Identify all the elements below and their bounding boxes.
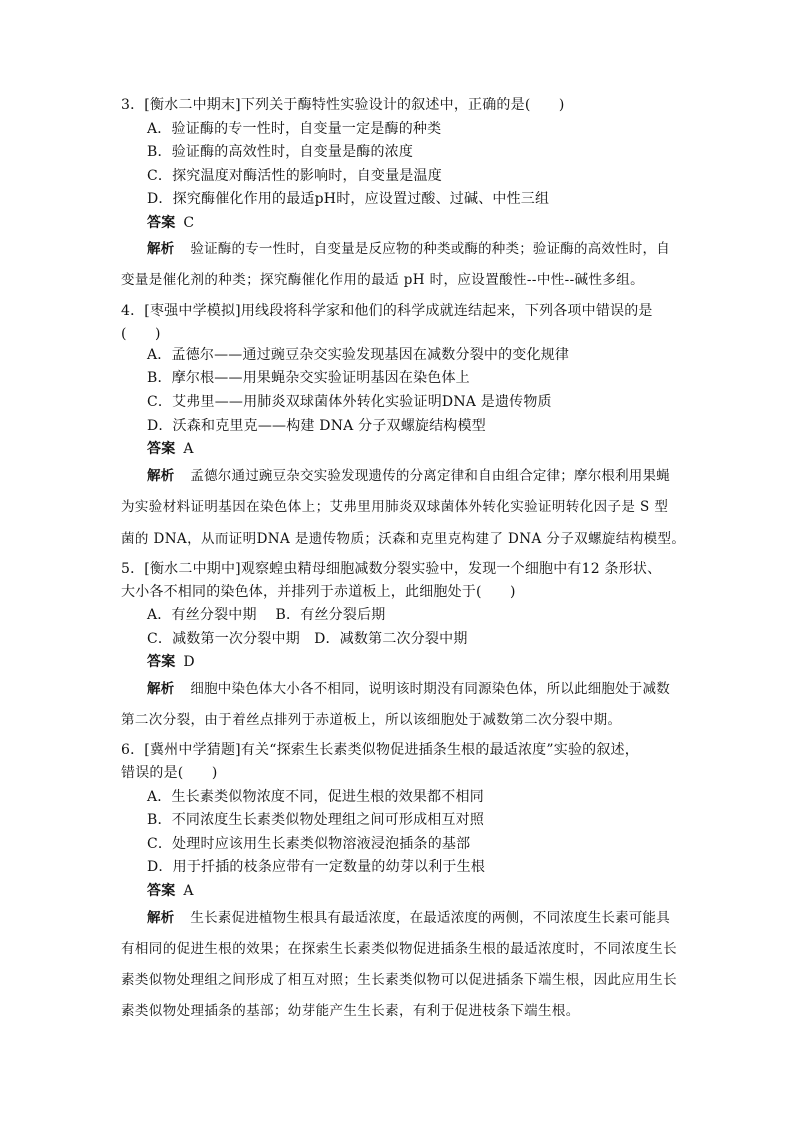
question-6-option-d: D．用于扦插的枝条应带有一定数量的幼芽以利于生根 xyxy=(147,859,486,875)
question-5-explanation-line-2: 第二次分裂，由于着丝点排列于赤道板上，所以该细胞处于减数第二次分裂中期。 xyxy=(121,712,622,728)
question-3-answer xyxy=(147,214,194,232)
question-4-stem-line-2: ( ) xyxy=(121,326,161,342)
answer-value: A xyxy=(183,441,194,457)
explanation-label: 解析 xyxy=(147,681,175,697)
answer-value: A xyxy=(183,883,194,899)
answer-label: 答案 xyxy=(147,441,176,457)
question-6-explanation-line-2: 有相同的促进生根的效果；在探索生长素类似物促进插条生根的最适浓度时，不同浓度生长 xyxy=(121,941,677,957)
question-4-option-d: D．沃森和克里克——构建 DNA 分子双螺旋结构模型 xyxy=(147,418,486,434)
question-4-explanation-line-1: 解析 孟德尔通过豌豆杂交实验发现遗传的分离定律和自由组合定律；摩尔根利用果蝇 xyxy=(147,468,670,484)
explanation-label: 解析 xyxy=(147,468,175,484)
question-6-option-b: B．不同浓度生长素类似物处理组之间可形成相互对照 xyxy=(147,812,485,828)
answer-label: 答案 xyxy=(147,215,176,231)
question-4-option-c: C．艾弗里——用肺炎双球菌体外转化实验证明DNA 是遗传物质 xyxy=(147,394,552,410)
question-4-explanation-line-2: 为实验材料证明基因在染色体上；艾弗里用肺炎双球菌体外转化实验证明转化因子是 S 型 xyxy=(121,499,669,515)
question-6-option-c: C．处理时应该用生长素类似物溶液浸泡插条的基部 xyxy=(147,836,471,852)
question-5-stem-line-1: 5．[衡水二中期中]观察蝗虫精母细胞减数分裂实验中，发现一个细胞中有12 条形状、 xyxy=(121,561,662,577)
question-6-stem-line-2: 错误的是( ) xyxy=(121,765,218,781)
question-3-explanation-line-1: 解析 验证酶的专一性时，自变量是反应物的种类或酶的种类；验证酶的高效性时，自 xyxy=(147,241,670,257)
question-3-explanation-line-2: 变量是催化剂的种类；探究酶催化作用的最适 pH 时，应设置酸性--中性--碱性多组。 xyxy=(121,272,645,288)
question-6-option-a: A．生长素类似物浓度不同，促进生根的效果都不相同 xyxy=(147,789,484,805)
question-6-explanation-line-3: 素类似物处理组之间形成了相互对照；生长素类似物可以促进插条下端生根，因此应用生长 xyxy=(121,972,677,988)
question-3-option-d: D．探究酶催化作用的最适pH时，应设置过酸、过碱、中性三组 xyxy=(147,191,550,207)
question-4-answer xyxy=(147,440,194,458)
question-3-option-b: B．验证酶的高效性时，自变量是酶的浓度 xyxy=(147,144,414,160)
answer-value: C xyxy=(183,215,195,231)
question-5-explanation-line-1: 解析 细胞中染色体大小各不相同，说明该时期没有同源染色体，所以此细胞处于减数 xyxy=(147,681,670,697)
question-3-option-a: A．验证酶的专一性时，自变量一定是酶的种类 xyxy=(147,121,442,137)
question-5-options-cd: C．减数第一次分裂中期 D．减数第二次分裂中期 xyxy=(147,631,468,647)
answer-value: D xyxy=(183,654,195,670)
explanation-label: 解析 xyxy=(147,910,175,926)
question-5-stem-line-2: 大小各不相同的染色体，并排列于赤道板上，此细胞处于( ) xyxy=(121,584,516,600)
question-3-option-c: C．探究温度对酶活性的影响时，自变量是温度 xyxy=(147,168,442,184)
question-4-stem-line-1: 4．[枣强中学模拟]用线段将科学家和他们的科学成就连结起来，下列各项中错误的是 xyxy=(121,303,653,319)
question-4-option-a: A．孟德尔——通过豌豆杂交实验发现基因在减数分裂中的变化规律 xyxy=(147,347,570,363)
explanation-label: 解析 xyxy=(147,241,175,257)
question-4-option-b: B．摩尔根——用果蝇杂交实验证明基因在染色体上 xyxy=(147,370,470,386)
question-6-explanation-line-1: 解析 生长素促进植物生根具有最适浓度，在最适浓度的两侧，不同浓度生长素可能具 xyxy=(147,910,670,926)
question-6-answer xyxy=(147,882,194,900)
question-6-stem-line-1: 6．[冀州中学猜题]有关“探索生长素类似物促进插条生根的最适浓度”实验的叙述， xyxy=(121,742,639,758)
question-5-options-ab: A．有丝分裂中期 B．有丝分裂后期 xyxy=(147,607,386,623)
answer-label: 答案 xyxy=(147,883,176,899)
question-5-answer xyxy=(147,653,195,671)
question-3-stem: 3．[衡水二中期末]下列关于酶特性实验设计的叙述中，正确的是( ) xyxy=(121,97,565,113)
question-4-explanation-line-3: 菌的 DNA，从而证明DNA 是遗传物质；沃森和克里克构建了 DNA 分子双螺旋结构模型。 xyxy=(121,531,686,547)
question-6-explanation-line-4: 素类似物处理插条的基部；幼芽能产生生长素，有利于促进枝条下端生根。 xyxy=(121,1003,580,1019)
answer-label: 答案 xyxy=(147,654,176,670)
